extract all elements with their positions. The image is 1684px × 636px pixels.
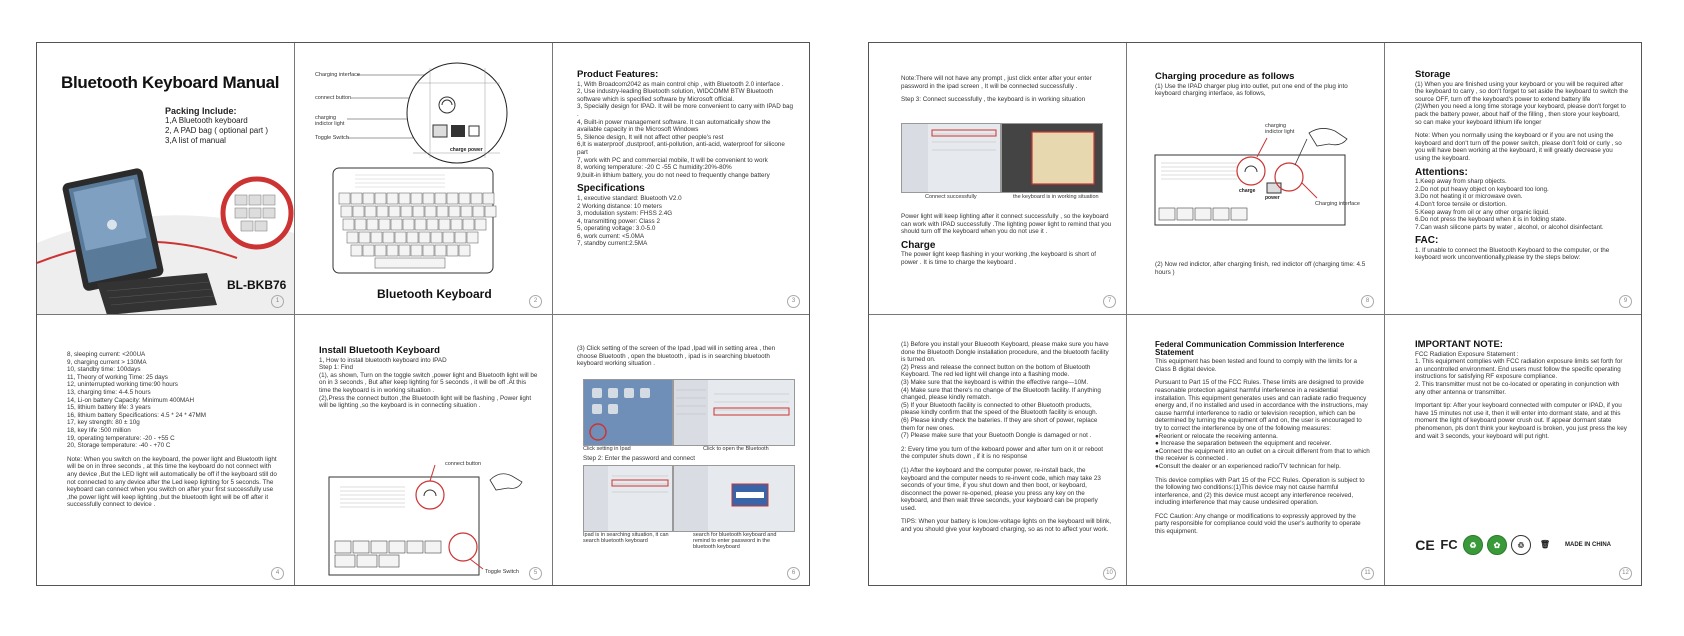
keyboard-key — [401, 206, 412, 217]
keyboard-key — [387, 245, 398, 256]
fcc-mark-icon: FC — [1440, 537, 1458, 552]
spacebar-key — [375, 258, 445, 268]
feature-line: 8, working temperature: -20 C -55 C humidity:20%-80% — [577, 164, 732, 172]
page-number: 5 — [529, 567, 542, 580]
label-charging-interface: Charging interface — [1315, 201, 1360, 207]
label-charging-indicator: charging indictor light — [315, 115, 345, 127]
important-line: 2. This transmitter must not be co-located or operating in conjunction with any other antenna or transmitter. — [1415, 380, 1620, 396]
keyboard-key — [447, 245, 458, 256]
trouble-line: (4) Make sure that there's no change of the Bluetooth facility. If anything changed, please kindly rematch. — [901, 386, 1101, 402]
mini-label-power: power — [1265, 195, 1280, 201]
keyboard-key — [435, 245, 446, 256]
feature-line: 1, With Broadcom2042 as main control chip , with Bluetooth 2.0 interface . — [577, 80, 784, 88]
page-number: 6 — [787, 567, 800, 580]
tips-text: TIPS: When your battery is low,low-voltage lights on the keyboard will blink, and you should give your keyboard charging, so as not to affect your work. — [901, 518, 1111, 534]
ipad-searching-screenshot — [583, 465, 673, 532]
spec-line: 19, operating temperature: -20 - +55 C — [67, 434, 175, 442]
spec-line: 15, lithium battery life: 3 years — [67, 404, 151, 412]
feature-line: 7, work with PC and commercial mobile, It will be convenient to work — [577, 156, 768, 164]
spec-line: 10, standby time: 100days — [67, 366, 141, 374]
feature-line: 3, Specially design for IPAD. It will be more convenient to carry with IPAD bag . — [577, 103, 794, 118]
power-light-text: Power light will keep lighting after it connect successfully , so the keyboard can work with IPAD successfully .The lighting power light to remind that you should turn off the keyboard when you do not use it . — [901, 213, 1112, 236]
charging-step1: (1) Use the IPAD charger plug into outlet, put one end of the plug into keyboard charging interface, as follows, — [1155, 82, 1348, 98]
attention-item: 7.Can wash silicone parts by water , alcohol, or alcohol disinfectant. — [1415, 223, 1604, 231]
caption-password: search for bluetooth keyboard and remind to enter password in the bluetooth keyboard — [693, 532, 777, 550]
charging-step2: (2) Now red indictor, after charging finish, red indictor off (charging time: 4.5 hours ) — [1155, 261, 1366, 276]
product-features — [577, 71, 796, 248]
spec-line: 8, sleeping current: <200UA — [67, 351, 146, 358]
spec-line: 9, charging current > 130MA — [67, 358, 147, 366]
install-line: (2),Press the connect button ,the Bluetooth light will be flashing , Power light will be lighting ,so the keyboard is in connecting situation . — [319, 394, 532, 410]
keyboard-key — [483, 193, 494, 204]
ipad-password-screenshot — [673, 465, 795, 532]
important-tip: Important tip: After your keyboard connected with computer or IPAD, if you have 15 minutes not use it, then it will enter into dormant state, and at this moment the light of keyboard power crush out. If appear dormant state phenomenon, pls don't think your keyboard is broken, you just press the key and wait 3 seconds, your keyboard will put right. — [1415, 402, 1627, 440]
power-light-para — [901, 213, 1112, 267]
attention-item: 5.Keep away from oil or any other organic liquid. — [1415, 208, 1550, 216]
step2-heading: Step 2: Enter the password and connect — [583, 455, 696, 462]
connect-button-diagram — [295, 315, 552, 586]
feature-line: 5, Silence design, It will not affect other people's rest — [577, 133, 724, 141]
label-toggle-switch: Toggle Switch — [485, 569, 519, 575]
keyboard-key — [403, 219, 414, 230]
charging-heading: Charging procedure as follows — [1155, 71, 1295, 82]
page-number: 9 — [1619, 295, 1632, 308]
weee-bin-icon: 🗑 — [1539, 540, 1551, 549]
caption-connect-success: Connect successfully — [925, 194, 977, 200]
keyboard-key — [375, 193, 386, 204]
fcc-line: FCC Caution: Any change or modifications to expressly approved by the party responsible for compliance could void the user's authority to operate this equipment. — [1155, 512, 1361, 536]
connected-screenshot — [901, 123, 1001, 193]
spec-line: 3, modulation system: FHSS 2.4G — [577, 210, 673, 218]
label-charging-indicator: charging indictor light — [1265, 123, 1295, 135]
feature-line: 9,built-in lithium battery, you do not need to frequently change battery — [577, 171, 770, 179]
trouble-line: (7) Please make sure that your Buetooth Dongle is damaged or not . — [901, 432, 1092, 440]
troubleshooting — [901, 341, 1112, 534]
trouble-line: (2) Press and release the connect button on the bottom of Bluetooth Keyboard. The red led light will change into a flashing mode. — [901, 363, 1091, 379]
connect-note-block — [901, 75, 1112, 104]
page-9 — [1385, 43, 1642, 314]
page-10 — [869, 315, 1126, 586]
page-1 — [37, 43, 294, 314]
spec-line: 7, standby current:2.5MA — [577, 240, 648, 248]
working-screenshot — [1001, 123, 1103, 193]
keyboard-key — [447, 193, 458, 204]
page-number: 7 — [1103, 295, 1116, 308]
charge-heading: Charge — [901, 239, 936, 251]
trouble-line: (6) Please kindly check the bateries. If they are short of power, replace them for new ones. — [901, 416, 1098, 432]
power-note: Note: When you switch on the keyboard, the power light and Bluetooth light will be on in three seconds , at this time the keyboard do not connect with any device ,But the LED light will automatically be off if the keyboard still do not connected to any device after the Led keep lighting for 5 seconds. The keyboard can connect when you switch on after your first successfully use ,the power light will keep lighting ,but the bluetooth light will be off after it successfully connect to device . — [67, 455, 277, 509]
keyboard-key — [443, 232, 454, 243]
important-line: 1. This equipment complies with FCC radiation exposure limits set forth for an uncontrolled environment. End users must follow the specific operating instructions for satisfying RF exposure compliance. — [1415, 358, 1623, 381]
fcc-line: This equipment has been tested and found to comply with the limits for a Class B digital device. — [1155, 358, 1357, 373]
important-sub: FCC Radiation Exposure Statement : — [1415, 350, 1519, 358]
page-6 — [553, 315, 810, 586]
keyboard-key — [387, 193, 398, 204]
ce-mark-icon: CE — [1415, 537, 1435, 553]
spec-line: 6, work current: <5.0MA — [577, 232, 645, 240]
trouble-para: (1) After the keyboard and the computer power, re-install back, the keyboard and the computer needs to re-invent code, which may take 23 seconds of your time, if you shut down and then boot, or keyboard, disconnect the power re-opened, please you press any key on the keyboard, and then wait three seconds, your keyboard can be properly used. — [901, 466, 1101, 512]
keyboard-key — [363, 245, 374, 256]
keyboard-key — [379, 219, 390, 230]
page-2 — [295, 43, 552, 314]
keyboard-key — [351, 193, 362, 204]
keyboard-caption: Bluetooth Keyboard — [377, 287, 492, 301]
keyboard-key — [463, 219, 474, 230]
storage-line: (1) When you are finished using your keyboard or you will be required after the keyboard to carry , so don't forget to set aside the keyboard to switch the source OFF, turn off the keyboard's power to extend battery life — [1415, 80, 1628, 103]
storage-note: Note: When you normally using the keyboard or if you are not using the keyboard and don't turn off the power switch, please don't fold or curly , so you will have been working at the keyboard, it will greatly decrease you using the keyboard. — [1415, 132, 1622, 162]
keyboard-key — [455, 232, 466, 243]
specifications-heading: Specifications — [577, 183, 645, 195]
keyboard-key — [419, 232, 430, 243]
keyboard-key — [439, 219, 450, 230]
storage-section — [1415, 71, 1628, 262]
keyboard-key — [425, 206, 436, 217]
eco-mark-icon: ♻ — [1463, 535, 1483, 555]
recycle-icon: ♲ — [1511, 535, 1531, 555]
spec-line: 18, key life :500 million — [67, 426, 131, 434]
fcc-line: ●Consult the dealer or an experienced radio/TV technican for help. — [1155, 462, 1341, 470]
keyboard-key — [383, 232, 394, 243]
keyboard-key — [377, 206, 388, 217]
certification-logos — [1415, 535, 1611, 555]
spec-line: 2 Working distance: 10 meters — [577, 202, 662, 210]
charge-text: The power light keep flashing in your working ,the keyboard is short of power . It is time to charge the keyboard . — [901, 251, 1096, 266]
spec-line: 5, operating voltage: 3.0-5.0 — [577, 225, 656, 233]
features-heading: Product Features: — [577, 69, 659, 80]
attention-item: 1.Keep away from sharp objects. — [1415, 178, 1507, 186]
install-line: Step 1: Find — [319, 364, 353, 372]
page-3 — [553, 43, 810, 314]
trouble-line: (1) Before you install your Blueooth Keyboard, please make sure you have done the Bluetooth Dongle installation procedure, and the bluetooth facility is turned on. — [901, 341, 1109, 364]
mini-label-charge: charge — [450, 147, 467, 153]
keyboard-key — [431, 232, 442, 243]
page-12 — [1385, 315, 1642, 586]
keyboard-key — [411, 193, 422, 204]
keyboard-key — [355, 219, 366, 230]
important-heading: IMPORTANT NOTE: — [1415, 339, 1503, 350]
fcc-line: Pursuant to Part 15 of the FCC Rules. These limits are designed to provide reasonable protection against harmful interference in a residential installation. This equipment generates uses and can radiate radio frequency energy and, if no installed and used in accordance with the instructions, may cause harmful interference to radio or television reception, which can be determined by turning the equipment off and on, the user is encouraged to try to correct the interference by one of the following measures: — [1155, 379, 1368, 432]
page-number: 2 — [529, 295, 542, 308]
keyboard-key — [467, 232, 478, 243]
packing-item: 1,A Bluetooth keyboard — [165, 116, 248, 125]
packing-item: 2, A PAD bag ( optional part ) — [165, 126, 269, 135]
keyboard-key — [413, 206, 424, 217]
spec-line: 20, Storage temperature: -40 - +70 C — [67, 442, 171, 450]
keyboard-key — [353, 206, 364, 217]
keyboard-key — [427, 219, 438, 230]
trouble-line: (3) Make sure that the keyboard is within the effective range---10M. — [901, 378, 1089, 386]
page-number: 3 — [787, 295, 800, 308]
fcc-statement — [1155, 341, 1370, 536]
storage-line: (2)When you need a long time storage your keyboard, please don't forget to pack the battery power, about half of the filling , then store your keyboard, so can make your keyboard lithium life longer — [1415, 103, 1626, 126]
page-number: 1 — [271, 295, 284, 308]
right-sheet — [868, 42, 1642, 586]
leaf-mark-icon: ✿ — [1487, 535, 1507, 555]
keyboard-key — [343, 219, 354, 230]
keyboard-key — [347, 232, 358, 243]
page-7 — [869, 43, 1126, 314]
keyboard-key — [375, 245, 386, 256]
page-number: 11 — [1361, 567, 1374, 580]
keyboard-key — [399, 193, 410, 204]
keyboard-key — [485, 206, 496, 217]
spec-line: 4, transmitting power: Class 2 — [577, 217, 660, 225]
keyboard-key — [371, 232, 382, 243]
spec-line: 14, Li-on battery Capacity: Minimum 400MAH — [67, 396, 195, 404]
keyboard-key — [389, 206, 400, 217]
keyboard-diagram — [295, 43, 552, 314]
fcc-heading: Federal Communication Commission Interference Statement — [1155, 340, 1345, 357]
page-number: 12 — [1619, 567, 1632, 580]
step3-heading: Step 3: Connect successfully , the keyboard is in working situation — [901, 96, 1086, 104]
keyboard-key — [475, 219, 486, 230]
setting-intro: (3) Click setting of the screen of the Ipad ,Ipad will in setting area , then choose Bluetooth , open the bluetooth , ipad is in searching bluetooth keyboard working situation . — [577, 345, 776, 368]
label-connect-button: connect button — [445, 461, 482, 467]
keyboard-key — [367, 219, 378, 230]
page-number: 4 — [271, 567, 284, 580]
left-sheet — [36, 42, 810, 586]
model-number: BL-BKB76 — [227, 278, 287, 292]
page-8 — [1127, 43, 1384, 314]
specs-continued — [67, 351, 280, 509]
attention-item: 3.Do not heating it or microwave oven. — [1415, 193, 1523, 201]
label-toggle-switch: Toggle Switch — [315, 135, 349, 141]
keyboard-key — [391, 219, 402, 230]
caption-click-setting: Click setting in Ipad — [583, 446, 631, 452]
keyboard-key — [459, 245, 470, 256]
spec-line: 12, uninterrupted working time:90 hours — [67, 381, 178, 389]
made-in-label: MADE IN CHINA — [1565, 542, 1611, 548]
keyboard-key — [363, 193, 374, 204]
page-11 — [1127, 315, 1384, 586]
caption-open-bluetooth: Click to open the Bluetooth — [703, 446, 769, 452]
keyboard-key — [423, 193, 434, 204]
spec-line: 16, lithium battery Specifications: 4.5 * 24 * 47MM — [67, 411, 206, 419]
label-connect-button: connect button — [315, 95, 352, 101]
caption-working: the keyboard is in working situation — [1013, 194, 1099, 200]
label-charging-interface: Charging interface — [315, 72, 360, 78]
ipad-home-screenshot — [583, 379, 673, 446]
keyboard-key — [359, 232, 370, 243]
keyboard-key — [461, 206, 472, 217]
keyboard-key — [471, 193, 482, 204]
keyboard-key — [459, 193, 470, 204]
mini-label-power: power — [468, 147, 483, 153]
keyboard-key — [351, 245, 362, 256]
fcc-line: ●Connect the equipment into an outlet on a circuit different from that to which the receiver is connected . — [1155, 447, 1370, 463]
attention-item: 6.Do not press the keyboard when it is in folding state. — [1415, 216, 1567, 224]
fcc-line: This device complies with Part 15 of the FCC Rules. Operation is subject to the following two conditions:(1)This device may not cause harmful interference, and (2) this device must accept any interference received, including interference that may cause undesired operation. — [1155, 476, 1365, 507]
storage-heading: Storage — [1415, 69, 1451, 80]
keyboard-key — [341, 206, 352, 217]
ipad-settings-screenshot — [673, 379, 795, 446]
spec-line: 1, executive standard: Bluetooth V2.0 — [577, 194, 682, 202]
spec-line: 17, key strength: 80 ± 10g — [67, 419, 140, 427]
install-line: 1, How to install bluetooth keyboard into IPAD — [319, 356, 447, 364]
connect-note: Note:There will not have any prompt , just click enter after your enter password in the ipad screen , It will be connected successfully . — [901, 75, 1092, 90]
keyboard-key — [411, 245, 422, 256]
fcc-line: ● Increase the separation between the equipment and receiver. — [1155, 440, 1332, 448]
caption-searching: Ipad is in searching situation, it can search bluetooth keyboard — [583, 532, 669, 544]
keyboard-key — [473, 206, 484, 217]
attention-item: 2.Do not put heavy object on keyboard too long. — [1415, 185, 1549, 193]
keyboard-key — [451, 219, 462, 230]
ipad-keyboard-illustration — [37, 43, 294, 314]
packing-item: 3,A list of manual — [165, 136, 226, 145]
page-4 — [37, 315, 294, 586]
keyboard-key — [415, 219, 426, 230]
keyboard-key — [365, 206, 376, 217]
page-number: 10 — [1103, 567, 1116, 580]
install-line: (1), as shown, Turn on the toggle switch ,power light and Bluetooth light will be on in 3 seconds , But after keep lighting for 5 seconds , it will be off .At this time the keyboard is in working situation . — [319, 371, 538, 394]
feature-line: 2, Use industry-leading Bluetooth solution, WIDCOMM BTW Bluetooth software which is specified software by Microsoft official. — [577, 88, 773, 103]
manual-title: Bluetooth Keyboard Manual — [61, 73, 280, 92]
keyboard-key — [399, 245, 410, 256]
important-note — [1415, 341, 1628, 440]
keyboard-key — [449, 206, 460, 217]
attentions-heading: Attentions: — [1415, 166, 1468, 178]
page-number: 8 — [1361, 295, 1374, 308]
feature-line: 6,It is waterproof ,dustproof, anti-pollution, anti-acid, waterproof for silicone part — [577, 141, 785, 156]
keyboard-key — [395, 232, 406, 243]
page-5 — [295, 315, 552, 586]
trouble-para: 2: Every time you turn of the keboard power and after turn on it or reboot the computer shuts down , if it is no response — [901, 445, 1103, 461]
spec-line: 13, charging time: 4-4.5 hours — [67, 388, 151, 396]
keyboard-key — [423, 245, 434, 256]
keyboard-key — [437, 206, 448, 217]
keyboard-key — [407, 232, 418, 243]
trouble-line: (5) If your Bluetooth facility is connected to other Bluetooth products, please kindly confirm that the speed of the Bluetooth facility is enough. — [901, 401, 1098, 417]
attention-item: 4.Don't force tensile or distortion. — [1415, 200, 1507, 208]
faq-heading: FAC: — [1415, 235, 1439, 247]
keyboard-key — [435, 193, 446, 204]
feature-line: 4, Built-in power management software. It can automatically show the available capacity in the Microsoft Windows — [577, 118, 771, 134]
install-heading: Install Bluetooth Keyboard — [319, 345, 440, 356]
keyboard-key — [339, 193, 350, 204]
fcc-line: ●Reorient or relocate the receiving antenna. — [1155, 432, 1278, 440]
mini-label-charge: charge — [1239, 188, 1256, 194]
spec-line: 11, Theory of working Time: 25 days — [67, 373, 168, 381]
packing-heading: Packing Include: — [165, 106, 237, 116]
faq-line: 1. If unable to connect the Bluetooth Keyboard to the computer, or the keyboard work unconventionally,please try the steps below: — [1415, 246, 1610, 262]
